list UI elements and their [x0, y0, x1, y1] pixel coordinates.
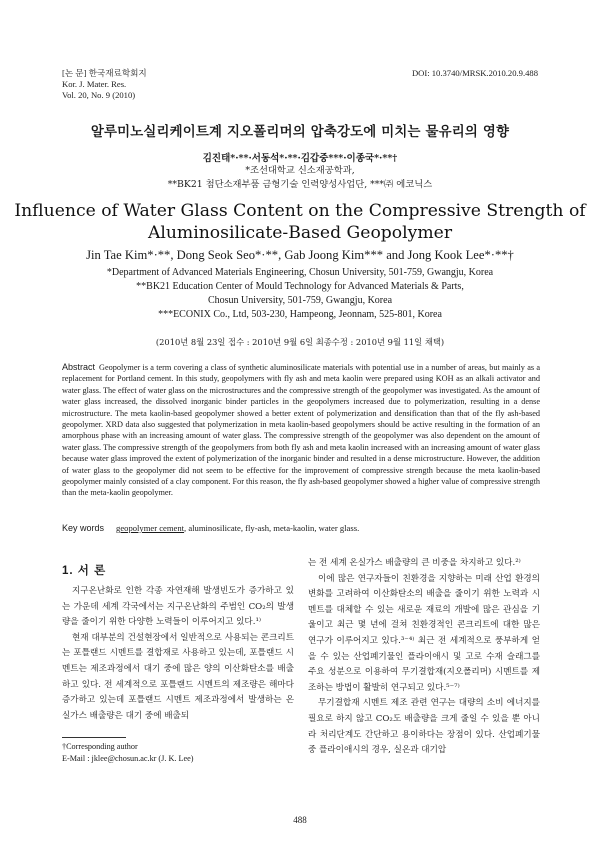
keywords-label: Key words: [62, 523, 105, 533]
journal-name-kr: [논 문] 한국재료학회지: [62, 68, 147, 78]
affiliation-english-4: ***ECONIX Co., Ltd, 503-230, Hampeong, Jeonnam, 525-801, Korea: [158, 309, 442, 320]
footnote-divider: [62, 737, 126, 738]
body-left-column: [62, 584, 294, 724]
corresponding-author-note: †Corresponding author: [62, 742, 138, 751]
section-heading-introduction: 1. 서 론: [62, 565, 107, 577]
journal-header: [62, 68, 147, 101]
paragraph-right-1: 는 전 세계 온실가스 배출량의 큰 비중을 차지하고 있다.²⁾: [308, 558, 521, 568]
authors-english: Jin Tae Kim*·**, Dong Seok Seo*·**, Gab Joong Kim*** and Jong Kook Lee*·**†: [86, 248, 514, 262]
page-number: 488: [293, 815, 307, 825]
paragraph-left-2: 현재 대부분의 건설현장에서 일반적으로 사용되는 콘크리트는 포틀랜드 시멘트를 결합재로 사용하고 있는데, 포틀랜드 시멘트는 제조과정에서 대기 중에 많은 양의 이산화탄소를 배출하고 있다. 전 세계적으로 포틀랜드 시멘트의 제조량은 해마다 증가하고 있는데 포틀랜드 시멘트 제조과정에서 발생하는 온실가스 배출량은 대기 중에 배출되: [62, 632, 294, 721]
doi: DOI: 10.3740/MRSK.2010.20.9.488: [411, 68, 538, 78]
keyword-link[interactable]: geopolymer cement: [116, 523, 185, 533]
title-english: [0, 200, 600, 244]
corresponding-email: E-Mail : jklee@chosun.ac.kr (J. K. Lee): [62, 754, 194, 763]
affiliation-korean-2: **BK21 첨단소재부품 금형기술 인력양성사업단, ***㈜ 에코닉스: [167, 179, 433, 190]
paragraph-right-3: 무기결합재 시멘트 제조 관련 연구는 대량의 소비 에너지를 필요로 하지 않고 CO₂도 배출량을 크게 줄일 수 있을 뿐 아니라 처리단계도 간단하고 용이하다는 장점이 있다. 산업폐기물 중 플라이애시의 경우, 실온과 대기압: [308, 698, 540, 756]
abstract-text: Geopolymer is a term covering a class of synthetic aluminosilicate materials with potential use in a number of areas, but mainly as a replacement for Portland cement. In this study, geopolymers with fly ash and meta kaolin were prepared using KOH as an alkali activator and water glass. The effect of water glass on the microstructures and the compressive strength of the geopolymer was investigated. As the amount of water glass increased, the dissolved inorganic binder particles in the geopolymers increased due to polymerization, resulting in a dense microstructure. The meta kaolin-based geopolymer showed a better extent of polymerization and densification than that of the fly ash-based geopolymer. XRD data also suggested that polymerization in meta kaolin-based geopolymers should be active resulting in the formation of an amorphous phase with an increasing amount of water glass. The compressive strength of the geopolymer was also dependent on the amount of water glass. The compressive strength of the geopolymers from both fly ash and meta kaolin increased with an increasing amount of water glass because water glass improved the extent of polymerization of the inorganic binder and resulted in a dense microstructure. However, the addition of water glass to the geopolymer did not seem to be effective for the improvement of compressive strength because the meta kaolin-based geopolymer mainly consisted of a clay component. For this reason, the fly ash-based geopolymer showed a higher value of compressive strength than the meta-kaolin geopolymer.: [62, 363, 540, 498]
authors-korean: 김진태*·**·서동석*·**·김갑중***·이종국*·**†: [202, 153, 398, 164]
affiliation-english-1: *Department of Advanced Materials Engineering, Chosun University, 501-759, Gwangju, Korea: [106, 267, 494, 278]
affiliation-korean-1: *조선대학교 신소재공학과,: [245, 165, 355, 176]
keywords: [62, 523, 359, 533]
abstract: [62, 362, 540, 499]
affiliation-english-3: Chosun University, 501-759, Gwangju, Korea: [207, 295, 393, 306]
title-korean: 알루미노실리케이트계 지오폴리머의 압축강도에 미치는 물유리의 영향: [90, 124, 510, 140]
title-english-line-1: Influence of Water Glass Content on the Compressive Strength of: [14, 201, 586, 221]
journal-name-en: Kor. J. Mater. Res.: [62, 79, 127, 89]
paragraph-right-2: 이에 많은 연구자들이 친환경을 지향하는 미래 산업 환경의 변화를 고려하여 이산화탄소의 배출을 줄이기 위한 노력과 시멘트를 대체할 수 있는 새로운 재료의 개발에 많은 관심을 기울이고 최근 몇 년에 걸쳐 친환경적인 콘크리트에 대한 많은 연구가 이루어지고 있다.³⁻⁴⁾ 최근 전 세계적으로 풍부하게 얻을 수 있는 산업폐기물인 플라이애시 및 고로 수재 슬래그를 주요 성분으로 이용하여 무기결합재(지오폴리머) 시멘트를 제조하는 방법이 활발히 연구되고 있다.⁵⁻⁷⁾: [308, 573, 540, 693]
submission-dates: (2010년 8월 23일 접수 : 2010년 9월 6일 최종수정 : 2010년 9월 11일 채택): [155, 337, 445, 347]
paragraph-left-1: 지구온난화로 인한 각종 자연재해 발생빈도가 증가하고 있는 가운데 세계 각국에서는 지구온난화의 주범인 CO₂의 발생량을 줄이기 위한 다양한 노력들이 이루어지고 있다.¹⁾: [62, 586, 294, 628]
keywords-rest: , aluminosilicate, fly-ash, meta-kaolin, water glass.: [184, 523, 360, 533]
affiliation-english-2: **BK21 Education Center of Mould Technology for Advanced Materials & Parts,: [136, 281, 464, 292]
abstract-label: Abstract: [62, 362, 96, 372]
footnote: [62, 741, 193, 765]
volume-info: Vol. 20, No. 9 (2010): [62, 90, 136, 100]
body-right-column: [308, 556, 540, 759]
title-english-line-2: Aluminosilicate-Based Geopolymer: [147, 223, 453, 243]
